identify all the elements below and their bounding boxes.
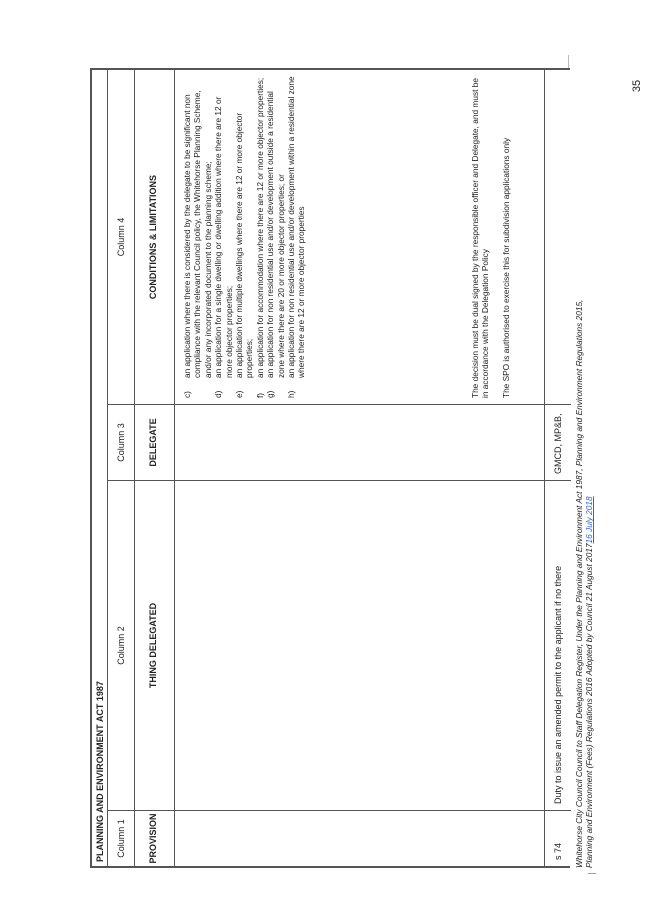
column-3-header: Column 3 [108,404,134,480]
column-1-header: Column 1 [108,810,134,866]
footer-line-1: Whitehorse City Council Council to Staff Delegation Register, Under the Planning and Environment Act 1987, Planning and Environment Regulations 2015, [574,299,584,868]
conditions-list [182,76,307,398]
footer-revision-link[interactable]: 16 July 2018 [584,496,595,544]
conditions-header: CONDITIONS & LIMITATIONS [148,174,158,300]
rotated-page [90,68,610,868]
footer-adopted-text: Planning and Environment (Fees) Regulations 2016 Adopted by Council 21 August 2017 [584,543,595,868]
condition-item: h) an application for non residential use and/or development within a residential zone where there are 12 or more objector properties [286,76,307,398]
thing-cell [174,480,464,810]
thing-delegated-header: THING DELEGATED [134,480,174,810]
column-2-header: Column 2 [108,480,134,810]
s74-row [544,70,571,866]
subheader-row [134,70,175,866]
s74-conditions [545,70,571,404]
condition-item: c) an application where there is considered by the delegate to be significant non compliance with the relevant Council policy, the Whitehorse Planning Scheme, and/or any incorporated document to the planning scheme; [182,90,213,398]
footer-marker [588,873,596,874]
page-number: 35 [630,79,643,93]
s74-delegate: GMCD, MP&B, [545,404,571,480]
spo-note: The SPO is authorised to exercise this for subdivision applications only [500,137,511,398]
s74-thing: Duty to issue an amended permit to the applicant if no there [545,480,571,810]
conditions-cell [174,70,464,404]
dual-sign-note: The decision must be dual signed by the responsible officer and Delegate, and must be in accordance with the Delegation Policy [470,78,491,398]
column-4-header: Column 4 [116,217,126,257]
column-header-row [108,70,135,866]
footer-line-2 [584,68,594,868]
condition-item: g) an application for non residential use and/or development outside a residential zone where there are 20 or more objector properties; or [265,91,286,398]
delegation-table [90,68,570,868]
conditions-row [174,70,464,866]
s74-provision: s 74 [545,810,571,866]
act-title: PLANNING AND ENVIRONMENT ACT 1987 [92,70,108,866]
delegate-header: DELEGATE [134,404,174,480]
delegate-cell [174,404,464,480]
provision-header: PROVISION [134,810,174,866]
page-footer [574,68,595,868]
condition-item: e) an application for multiple dwellings where there are 12 or more objector properties; [234,112,255,398]
condition-item: f) an application for accommodation where there are 12 or more objector properties; [254,77,265,398]
provision-cell [174,810,464,866]
condition-item: d) an application for a single dwelling or dwelling addition where there are 12 or more objector properties; [213,96,234,398]
